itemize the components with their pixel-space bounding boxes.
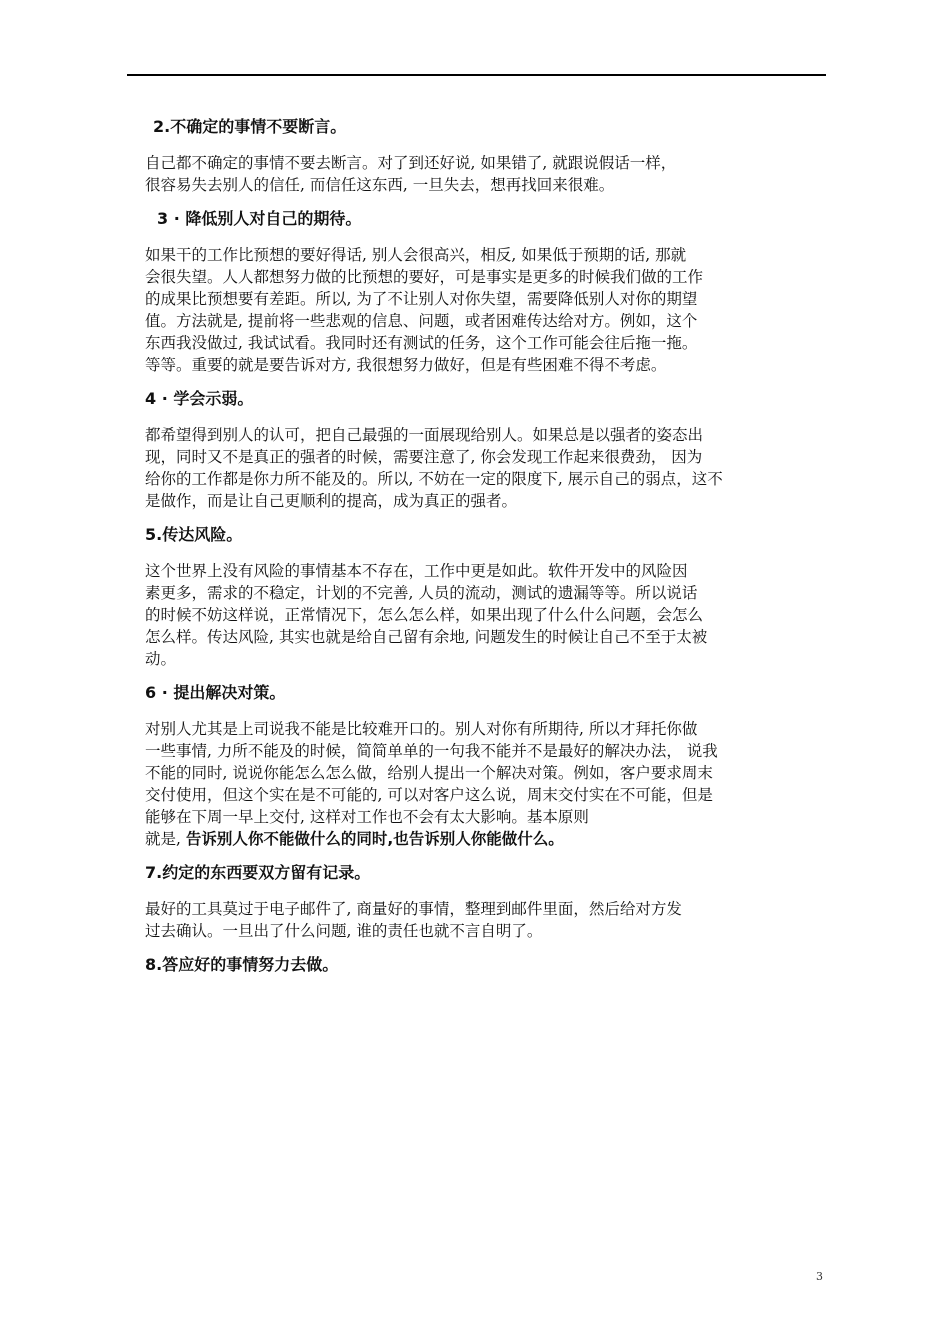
page-number: 3 [816,1270,823,1283]
header-rule [127,74,826,76]
section-paragraph-3: 如果干的工作比预想的要好得话, 别人会很高兴，相反, 如果低于预期的话, 那就 会很失望。人人都想努力做的比预想的要好，可是事实是更多的时候我们做的工作 的成果比预想要有差距。所以, 为了不让别人对你失望，需要降低别人对你的期望 值。方法就是, 提前将一些悲观的信息、问题，或者困难传达给对方。例如，这个 东西我没做过, 我试试看。我同时还有测试的任务，这个工作可能会往后拖一拖。 等等。重要的就是要告诉对方, 我很想努力做好，但是有些困难不得不考虑。 [145,246,704,374]
section-heading-3: 3 · 降低别人对自己的期待。 [157,209,362,228]
section-paragraph-6-text: 对别人尤其是上司说我不能是比较难开口的。别人对你有所期待, 所以才拜托你做 一些事情, 力所不能及的时候，简简单单的一句我不能并不是最好的解决办法， 说我 不能的同时, 说说你能怎么怎么做，给别人提出一个解决对策。例如，客户要求周末 交付使用，但这个实在是不可能的, 可以对客户这么说，周末交付实在不可能，但是 能够在下周一早上交付, 这样对工作也不会有太大影响。基本原则 就是, [145,720,718,848]
section-heading-7: 7.约定的东西要双方留有记录。 [145,863,371,882]
section-paragraph-4: 都希望得到别人的认可，把自己最强的一面展现给别人。如果总是以强者的姿态出 现，同时又不是真正的强者的时候，需要注意了, 你会发现工作起来很费劲， 因为 给你的工作都是你力所不能及的。所以, 不妨在一定的限度下, 展示自己的弱点，这不 是做作，而是让自己更顺利的提高，成为真正的强者。 [145,426,723,510]
section-heading-6: 6 · 提出解决对策。 [145,683,286,702]
section-heading-8: 8.答应好的事情努力去做。 [145,955,339,974]
section-paragraph-7: 最好的工具莫过于电子邮件了, 商量好的事情，整理到邮件里面，然后给对方发 过去确认。一旦出了什么问题, 谁的责任也就不言自明了。 [145,900,682,940]
section-paragraph-5: 这个世界上没有风险的事情基本不存在，工作中更是如此。软件开发中的风险因 素更多，需求的不稳定，计划的不完善, 人员的流动，测试的遗漏等等。所以说话 的时候不妨这样说，正常情况下，怎么怎么样，如果出现了什么什么问题，会怎么 怎么样。传达风险, 其实也就是给自己留有余地, 问题发生的时候让自己不至于太被 动。 [145,562,708,668]
section-heading-4: 4 · 学会示弱。 [145,389,254,408]
section-paragraph-6-emphasis: 告诉别人你不能做什么的同时,也告诉别人你能做什么。 [185,830,564,848]
section-paragraph-2: 自己都不确定的事情不要去断言。对了到还好说, 如果错了, 就跟说假话一样， 很容易失去别人的信任, 而信任这东西, 一旦失去，想再找回来很难。 [145,154,677,194]
section-heading-5: 5.传达风险。 [145,525,243,544]
section-paragraph-6 [145,718,817,850]
section-heading-2: 2.不确定的事情不要断言。 [153,117,347,136]
document-body [145,116,817,990]
